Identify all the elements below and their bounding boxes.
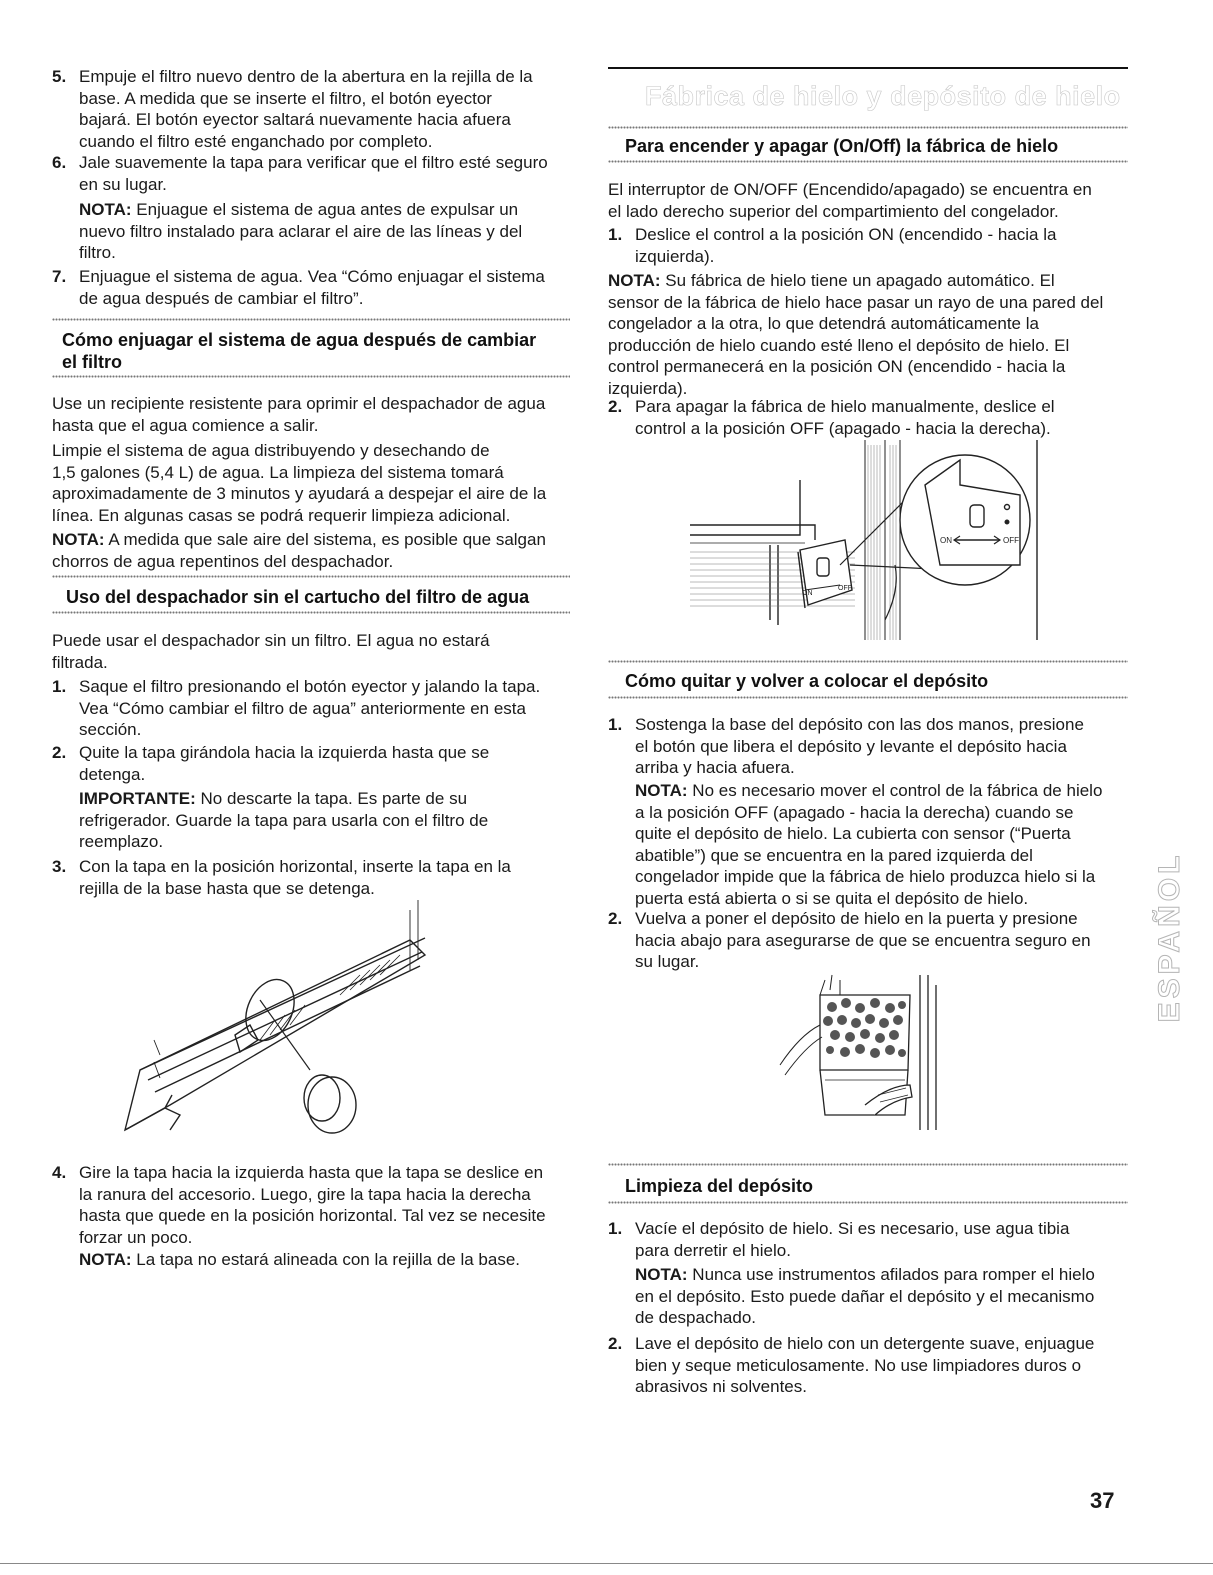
list-number: 2. bbox=[608, 909, 623, 928]
text-line: Use un recipiente resistente para oprimir el despachador de agua bbox=[52, 394, 546, 413]
text-line bbox=[52, 529, 572, 551]
text-line: hasta que el agua comience a salir. bbox=[52, 415, 319, 435]
text-line: hasta que quede en la posición horizontal. Tal vez se necesite bbox=[79, 1206, 546, 1225]
text-line: la ranura del accesorio. Luego, gire la tapa hacia la derecha bbox=[79, 1184, 531, 1204]
dotted-divider bbox=[52, 318, 570, 322]
on-label-small: ON bbox=[802, 590, 813, 597]
note-block bbox=[635, 1264, 1135, 1329]
dotted-divider bbox=[608, 660, 1128, 664]
language-tab-label: ESPAÑOL bbox=[1153, 851, 1186, 1023]
text-line: control permanecerá en la posición ON (encendido - hacia la bbox=[608, 357, 1066, 376]
on-label: ON bbox=[940, 536, 952, 545]
text-line: Limpie el sistema de agua distribuyendo y desechando de bbox=[52, 441, 490, 460]
list-number: 6. bbox=[52, 153, 67, 172]
text-line: de despachado. bbox=[635, 1308, 756, 1327]
text-line: 1,5 galones (5,4 L) de agua. La limpieza del sistema tomará bbox=[52, 462, 504, 482]
text-line: cuando el filtro esté enganchado por completo. bbox=[79, 131, 433, 151]
list-number: 3. bbox=[52, 857, 67, 876]
section-heading: Para encender y apagar (On/Off) la fábrica de hielo bbox=[625, 136, 1059, 156]
paragraph bbox=[52, 440, 572, 526]
text-line: filtrada. bbox=[52, 652, 108, 672]
text-line: Jale suavemente la tapa para verificar que el filtro esté seguro bbox=[79, 153, 548, 172]
text-line: en su lugar. bbox=[79, 174, 167, 194]
heading-line: Cómo enjuagar el sistema de agua después de cambiar bbox=[62, 330, 537, 350]
text-line: Vea “Cómo cambiar el filtro de agua” anteriormente en esta bbox=[79, 698, 526, 718]
section-heading: Limpieza del depósito bbox=[625, 1176, 814, 1196]
list-number: 2. bbox=[608, 1334, 623, 1353]
note-block bbox=[608, 270, 1133, 399]
note-block bbox=[79, 199, 579, 264]
text-line: detenga. bbox=[79, 764, 146, 784]
text-line: Puede usar el despachador sin un filtro. El agua no estará bbox=[52, 631, 490, 650]
ice-bin-illustration bbox=[780, 975, 950, 1130]
text-line: quite el depósito de hielo. La cubierta con sensor (“Puerta bbox=[635, 824, 1071, 843]
off-label: OFF bbox=[1003, 536, 1019, 545]
text-line: izquierda). bbox=[635, 246, 715, 266]
text-line: forzar un poco. bbox=[79, 1227, 193, 1247]
section-heading: Uso del despachador sin el cartucho del filtro de agua bbox=[66, 587, 530, 607]
text-line bbox=[608, 270, 1133, 292]
text-line bbox=[635, 1264, 1135, 1286]
text-line: arriba y hacia afuera. bbox=[635, 758, 795, 777]
dotted-divider bbox=[52, 575, 570, 579]
text-line: Saque el filtro presionando el botón eyector y jalando la tapa. bbox=[79, 677, 541, 696]
text-line: en el depósito. Esto puede dañar el depósito y el mecanismo bbox=[635, 1286, 1095, 1306]
text-line bbox=[79, 1249, 579, 1271]
heading-line: el filtro bbox=[62, 352, 123, 372]
text-line bbox=[79, 788, 579, 810]
text-line: Empuje el filtro nuevo dentro de la abertura en la rejilla de la bbox=[79, 67, 533, 86]
list-number: 1. bbox=[52, 677, 67, 696]
ice-maker-switch-illustration bbox=[680, 440, 1050, 650]
text-line: congelador impide que la fábrica de hielo produzca hielo si la bbox=[635, 867, 1096, 886]
section-heading bbox=[62, 329, 572, 373]
note-block bbox=[635, 780, 1135, 909]
page-number: 37 bbox=[1090, 1488, 1115, 1513]
text-line: a la posición OFF (apagado - hacia la derecha) cuando se bbox=[635, 802, 1074, 822]
text-line: hacia abajo para asegurarse de que se encuentra seguro en bbox=[635, 930, 1091, 950]
text-line: bien y seque meticulosamente. No use limpiadores duros o bbox=[635, 1355, 1082, 1375]
text-line: congelador a la otra, lo que detendrá automáticamente la bbox=[608, 314, 1039, 333]
bottom-divider bbox=[0, 1563, 1213, 1564]
text-line: El interruptor de ON/OFF (Encendido/apagado) se encuentra en bbox=[608, 180, 1092, 199]
text-line: Deslice el control a la posición ON (encendido - hacia la bbox=[635, 225, 1057, 244]
section-title: Fábrica de hielo y depósito de hielo bbox=[645, 81, 1121, 111]
note-block bbox=[79, 1249, 579, 1271]
text-line: rejilla de la base hasta que se detenga. bbox=[79, 878, 375, 898]
dotted-divider bbox=[608, 696, 1128, 700]
text-line: Sostenga la base del depósito con las dos manos, presione bbox=[635, 715, 1084, 734]
text-line: para derretir el hielo. bbox=[635, 1240, 791, 1260]
section-heading: Cómo quitar y volver a colocar el depósito bbox=[625, 671, 989, 691]
list-number: 5. bbox=[52, 67, 67, 86]
list-number: 2. bbox=[52, 743, 67, 762]
text-line: el lado derecho superior del compartimiento del congelador. bbox=[608, 201, 1059, 221]
dotted-divider bbox=[52, 611, 570, 615]
paragraph bbox=[608, 179, 1128, 222]
note-label: NOTA: bbox=[79, 200, 132, 219]
dotted-divider bbox=[52, 375, 570, 379]
note-label: NOTA: bbox=[52, 530, 105, 549]
text-line: línea. En algunas casas se podrá requerir limpieza adicional. bbox=[52, 505, 511, 525]
text-line: Su fábrica de hielo tiene un apagado automático. El bbox=[665, 271, 1055, 290]
note-block bbox=[52, 529, 572, 572]
list-number: 4. bbox=[52, 1163, 67, 1182]
list-number: 1. bbox=[608, 1219, 623, 1238]
text-line: Quite la tapa girándola hacia la izquierda hasta que se bbox=[79, 743, 490, 762]
text-line: nuevo filtro instalado para aclarar el aire de las líneas y del bbox=[79, 221, 523, 241]
text-line: refrigerador. Guarde la tapa para usarla con el filtro de bbox=[79, 810, 489, 830]
important-label: IMPORTANTE: bbox=[79, 789, 196, 808]
text-line: base. A medida que se inserte el filtro, el botón eyector bbox=[79, 88, 492, 108]
text-line: sección. bbox=[79, 720, 142, 739]
text-line bbox=[79, 199, 579, 221]
text-line: control a la posición OFF (apagado - hacia la derecha). bbox=[635, 418, 1051, 438]
text-line: La tapa no estará alineada con la rejilla de la base. bbox=[136, 1250, 521, 1269]
text-line: Enjuague el sistema de agua antes de expulsar un bbox=[136, 200, 519, 219]
text-line: Vuelva a poner el depósito de hielo en la puerta y presione bbox=[635, 909, 1078, 928]
text-line: Gire la tapa hacia la izquierda hasta que la tapa se deslice en bbox=[79, 1163, 544, 1182]
text-line: aproximadamente de 3 minutos y ayudará a despejar el aire de la bbox=[52, 484, 547, 503]
text-line: Lave el depósito de hielo con un detergente suave, enjuague bbox=[635, 1334, 1095, 1353]
text-line: Nunca use instrumentos afilados para romper el hielo bbox=[692, 1265, 1095, 1284]
text-line: No descarte la tapa. Es parte de su bbox=[200, 789, 468, 808]
text-line: Con la tapa en la posición horizontal, inserte la tapa en la bbox=[79, 857, 511, 876]
list-number: 7. bbox=[52, 267, 67, 286]
note-label: NOTA: bbox=[79, 1250, 132, 1269]
text-line bbox=[635, 780, 1135, 802]
important-block bbox=[79, 788, 579, 853]
section-rule bbox=[608, 67, 1128, 69]
text-line: A medida que sale aire del sistema, es posible que salgan bbox=[108, 530, 546, 549]
dotted-divider bbox=[608, 160, 1128, 164]
text-line: producción de hielo cuando esté lleno el depósito de hielo. El bbox=[608, 335, 1070, 355]
text-line: puerta está abierta o si se quita el depósito de hielo. bbox=[635, 888, 1029, 908]
text-line: No es necesario mover el control de la fábrica de hielo bbox=[692, 781, 1103, 800]
text-line: de agua después de cambiar el filtro”. bbox=[79, 288, 364, 308]
list-number: 2. bbox=[608, 397, 623, 416]
text-line: Enjuague el sistema de agua. Vea “Cómo enjuagar el sistema bbox=[79, 267, 545, 286]
dotted-divider bbox=[608, 126, 1128, 130]
text-line: Vacíe el depósito de hielo. Si es necesario, use agua tibia bbox=[635, 1219, 1070, 1238]
dotted-divider bbox=[608, 1163, 1128, 1167]
text-line: su lugar. bbox=[635, 952, 700, 971]
note-label: NOTA: bbox=[635, 781, 688, 800]
off-label-small: OFF bbox=[838, 585, 852, 592]
paragraph bbox=[52, 393, 572, 436]
text-line: filtro. bbox=[79, 243, 116, 262]
text-line: abrasivos ni solventes. bbox=[635, 1377, 807, 1396]
list-number: 1. bbox=[608, 225, 623, 244]
text-line: el botón que libera el depósito y levante el depósito hacia bbox=[635, 736, 1067, 756]
text-line: izquierda). bbox=[608, 378, 688, 398]
text-line: Para apagar la fábrica de hielo manualmente, deslice el bbox=[635, 397, 1055, 416]
text-line: bajará. El botón eyector saltará nuevamente hacia afuera bbox=[79, 110, 511, 129]
paragraph bbox=[52, 630, 572, 673]
text-line: sensor de la fábrica de hielo hace pasar un rayo de una pared del bbox=[608, 292, 1104, 312]
text-line: abatible”) que se encuentra en la pared izquierda del bbox=[635, 845, 1033, 865]
dotted-divider bbox=[608, 1201, 1128, 1205]
note-label: NOTA: bbox=[608, 271, 661, 290]
text-line: reemplazo. bbox=[79, 832, 164, 851]
text-line: chorros de agua repentinos del despachador. bbox=[52, 551, 394, 571]
filter-cap-illustration bbox=[110, 900, 440, 1145]
language-side-tab bbox=[1150, 815, 1190, 1060]
list-number: 1. bbox=[608, 715, 623, 734]
note-label: NOTA: bbox=[635, 1265, 688, 1284]
